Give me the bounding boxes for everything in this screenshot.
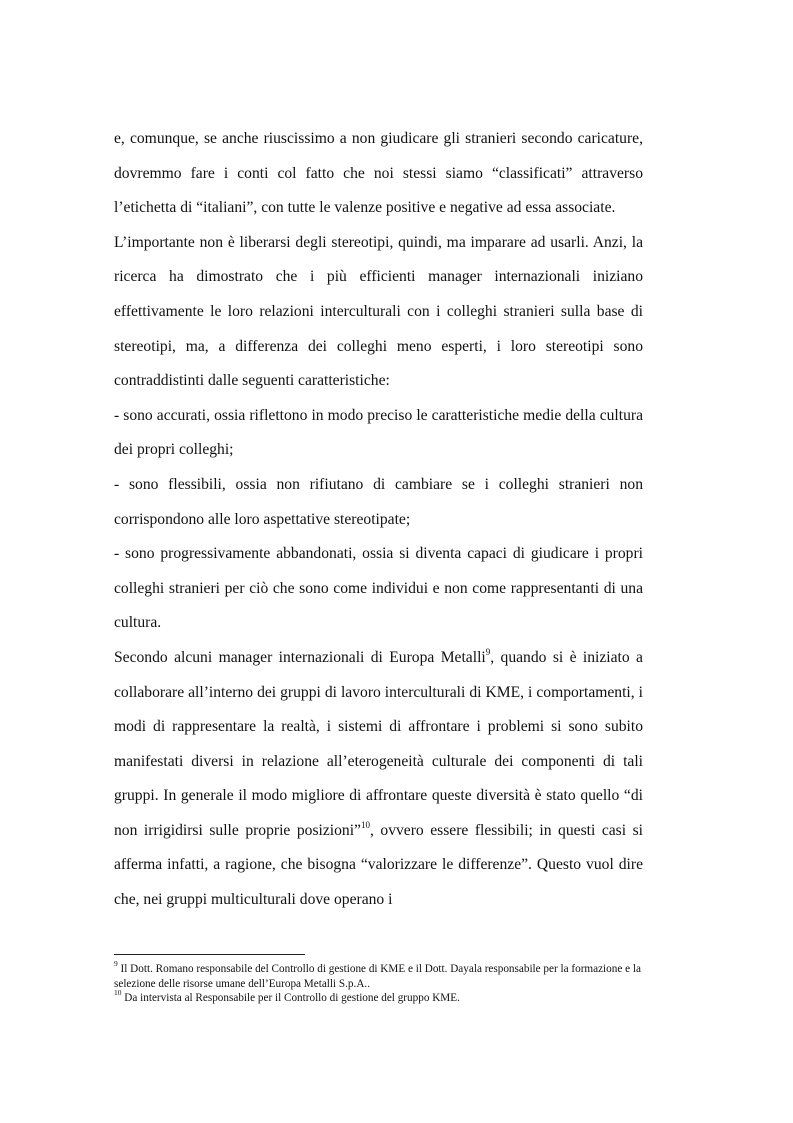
footnote-number: 10	[114, 988, 122, 998]
footnote-number: 9	[114, 959, 118, 969]
paragraph-1: e, comunque, se anche riuscissimo a non giudicare gli stranieri secondo caricature, dovremmo fare i conti col fatto che noi stessi siamo “classificati” attraverso l’etichetta di “italiani”, con tutte le valenze positive e negative ad essa associate.	[114, 130, 643, 217]
footnote-reference-9[interactable]: 9	[485, 646, 491, 657]
paragraph-text-part-1: Secondo alcuni manager internazionali di Europa Metalli	[114, 648, 486, 666]
paragraph-2: L’importante non è liberarsi degli stereotipi, quindi, ma imparare ad usarli. Anzi, la ricerca ha dimostrato che i più efficienti manager internazionali iniziano effettivamente le loro relazioni interculturali con i colleghi stranieri sulla base di stereotipi, ma, a differenza dei colleghi meno esperti, i loro stereotipi sono contraddistinti dalle seguenti caratteristiche:	[114, 233, 643, 390]
paragraph-text-part-2: , quando si è iniziato a collaborare all’interno dei gruppi di lavoro interculturali di KME, i comportamenti, i modi di rappresentare la realtà, i sistemi di affrontare i problemi si sono subito manifestati diversi in relazione all’eterogeneità culturale dei componenti di tali gruppi. In generale il modo migliore di affrontare queste diversità è stato quello “di non irrigidirsi sulle proprie posizioni”	[114, 648, 643, 839]
list-item-accurate: - sono accurati, ossia riflettono in modo preciso le caratteristiche medie della cultura dei propri colleghi;	[114, 406, 643, 459]
footnote-reference-10[interactable]: 10	[360, 819, 370, 830]
paragraph-text-part-3: , ovvero essere flessibili; in questi casi si afferma infatti, a ragione, che bisogna “valorizzare le differenze”. Questo vuol dire che, nei gruppi multiculturali dove operano i	[114, 821, 643, 909]
footnote-text: Il Dott. Romano responsabile del Controllo di gestione di KME e il Dott. Dayala responsabile per la formazione e la selezione delle risorse umane dell’Europa Metalli S.p.A..	[114, 963, 641, 990]
body-text	[114, 122, 643, 918]
list-item-flexible: - sono flessibili, ossia non rifiutano di cambiare se i colleghi stranieri non corrispondono alle loro aspettative stereotipate;	[114, 475, 643, 528]
paragraph-europa-metalli	[114, 641, 643, 918]
footnotes	[114, 959, 644, 1006]
footnote-10	[114, 988, 644, 1006]
list-item-abandoned: - sono progressivamente abbandonati, ossia si diventa capaci di giudicare i propri colleghi stranieri per ciò che sono come individui e non come rappresentanti di una cultura.	[114, 545, 643, 632]
footnote-separator	[114, 954, 305, 955]
footnote-text: Da intervista al Responsabile per il Controllo di gestione del gruppo KME.	[121, 992, 460, 1004]
footnote-9	[114, 959, 644, 991]
